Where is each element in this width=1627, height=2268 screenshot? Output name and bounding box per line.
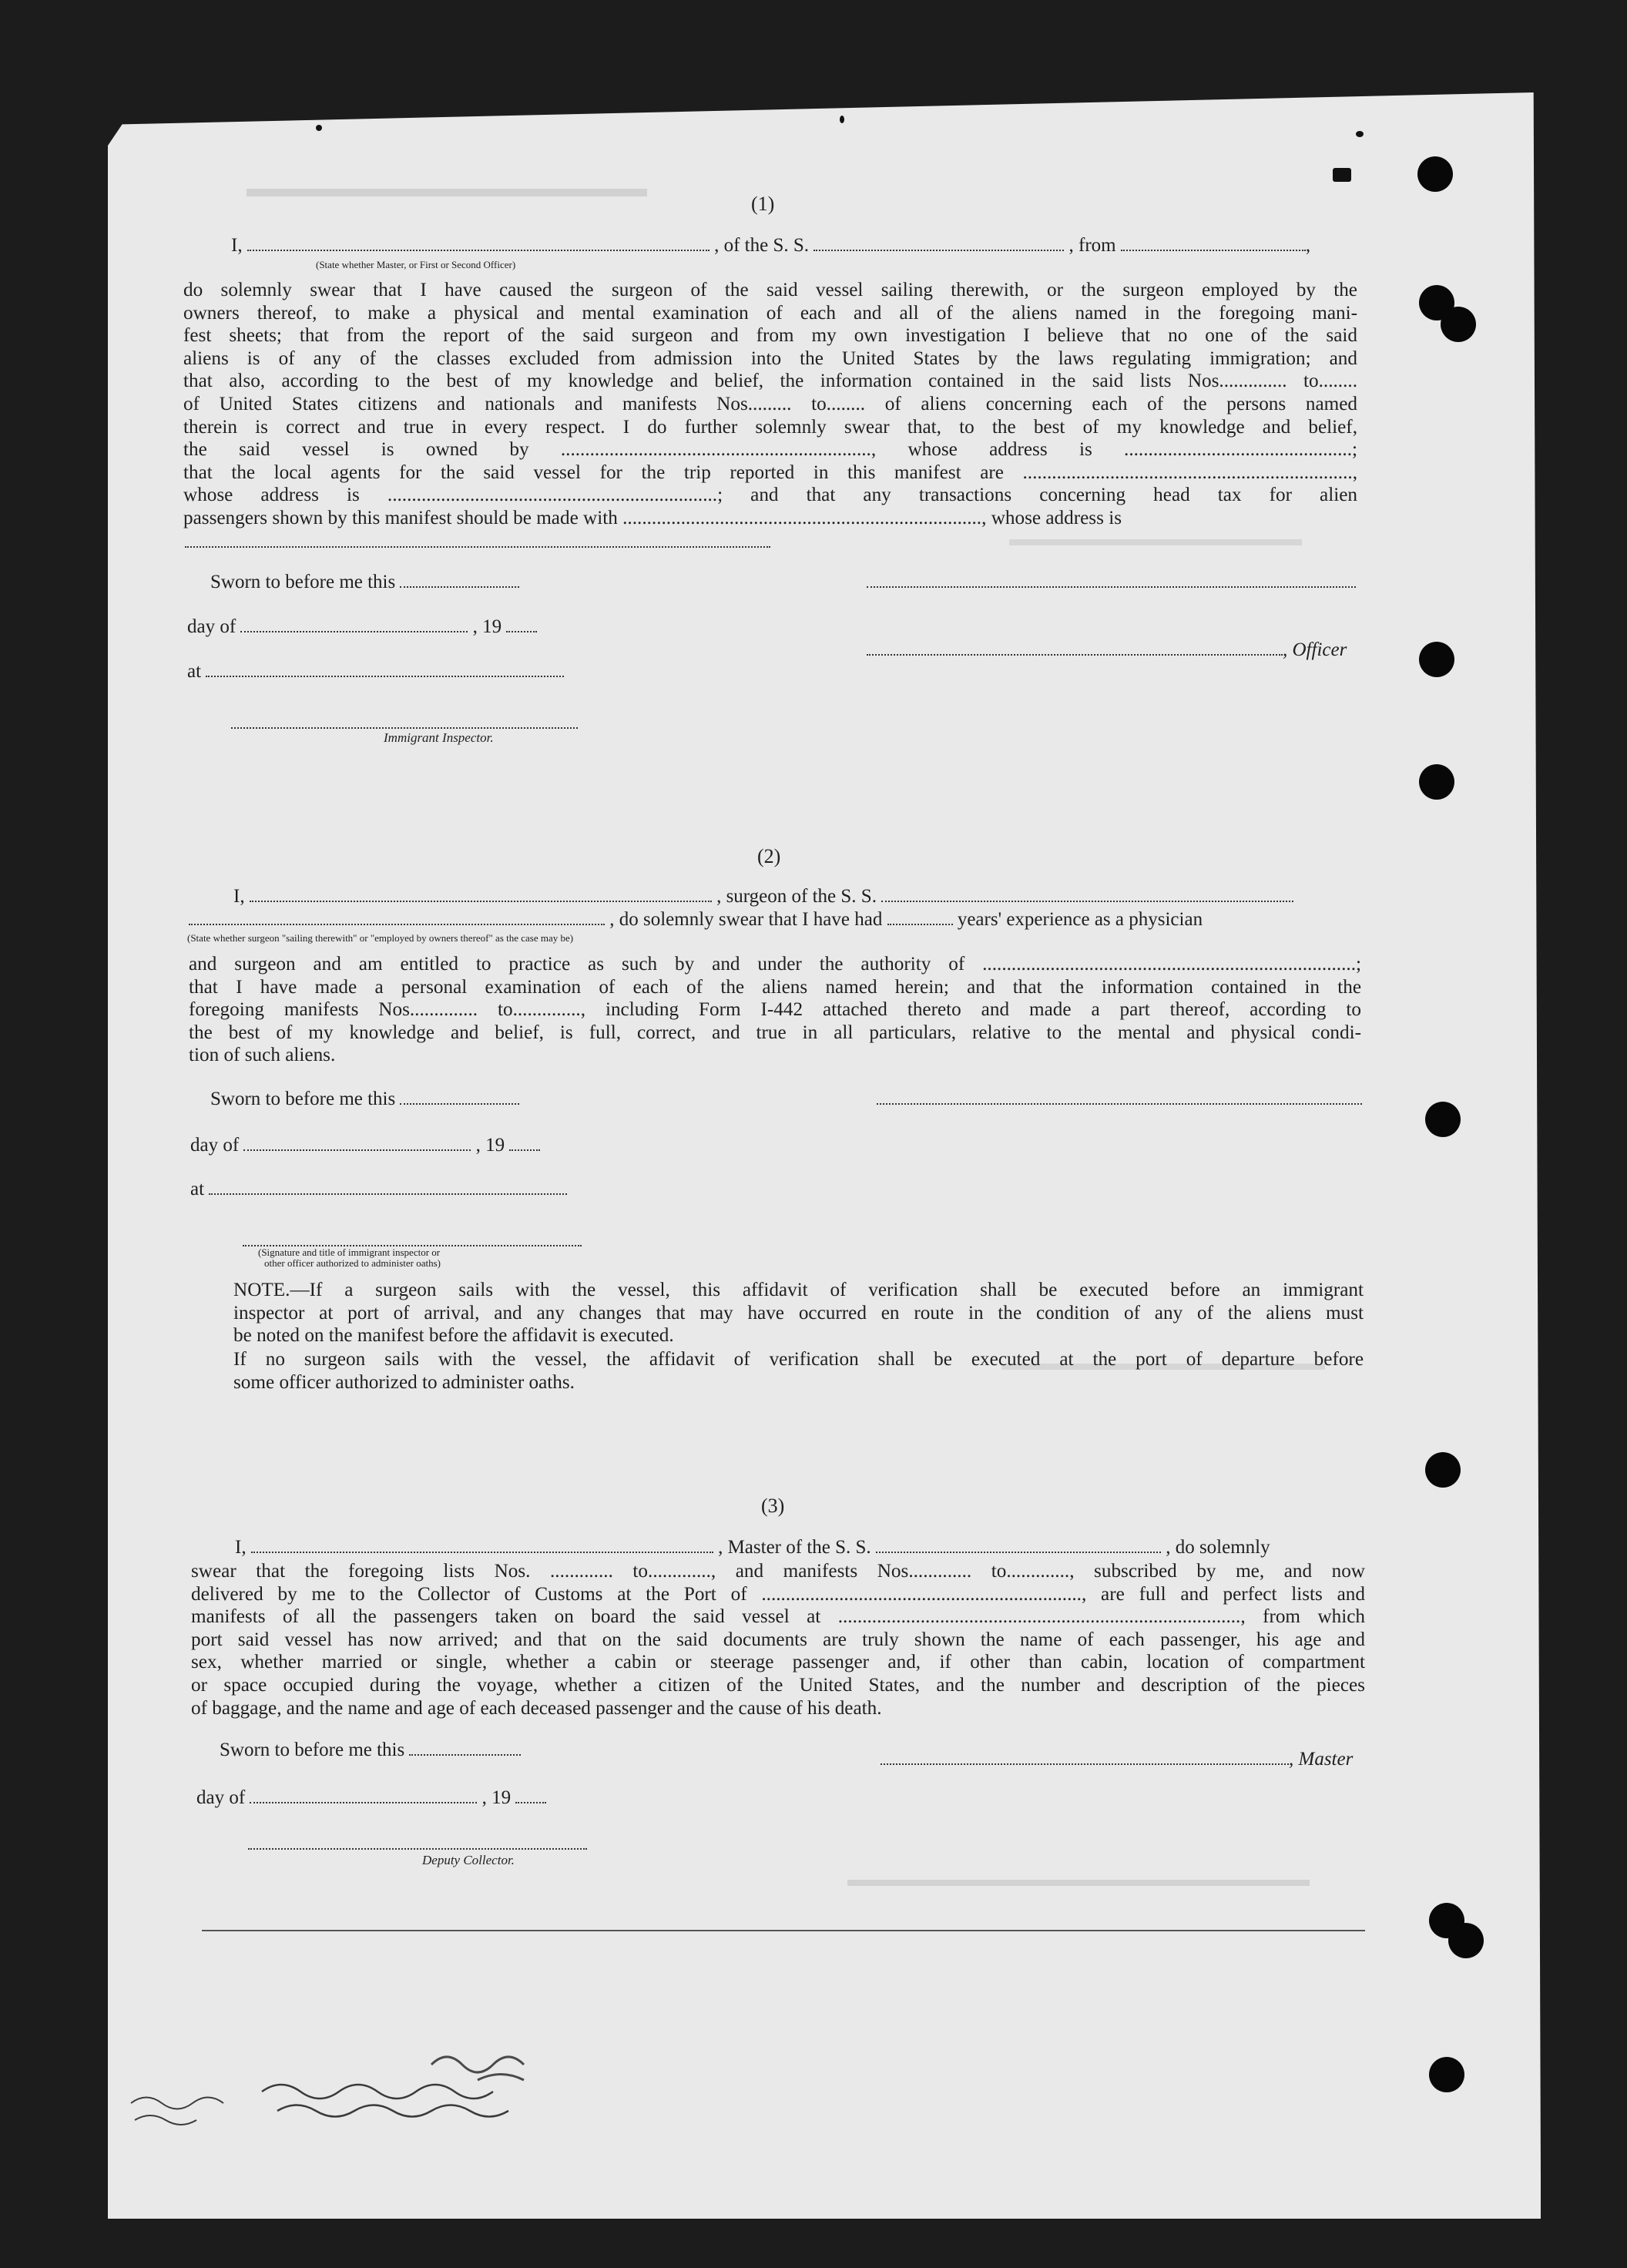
s2-note2-line: If no surgeon sails with the vessel, the affidavit of verification shall be executed at the port of departure before — [233, 1349, 1364, 1370]
s2-at-label: at — [190, 1179, 205, 1199]
s2-sig-caption-2: other officer authorized to administer oaths) — [264, 1257, 441, 1269]
punch-hole — [1419, 764, 1454, 800]
ink-speck — [1333, 168, 1351, 182]
s2-at-field[interactable] — [209, 1189, 567, 1195]
s1-para-line: aliens is of any of the classes excluded from admission into the United States by the laws regulating immigration; and — [183, 347, 1357, 369]
punch-hole — [1448, 1923, 1484, 1958]
punch-hole — [1441, 307, 1476, 342]
s1-at-line — [187, 661, 564, 683]
ink-speck — [840, 116, 844, 123]
s1-para-line: owners thereof, to make a physical and mental examination of each and all of the aliens named in the foregoing mani- — [183, 302, 1357, 324]
s3-ship-field[interactable] — [876, 1547, 1161, 1553]
s2-sworn-field[interactable] — [400, 1099, 519, 1105]
s1-year-label: , 19 — [472, 616, 502, 637]
s1-para-line: that the local agents for the said vessel for the trip reported in this manifest are ...................................................................., — [183, 461, 1357, 483]
s2-para-line: that I have made a personal examination of each of the aliens named herein; and that the information contained in the — [189, 976, 1361, 998]
s1-sworn-label: Sworn to before me this — [210, 572, 396, 592]
bleed-through-text — [247, 189, 647, 213]
s3-para-line: of baggage, and the name and age of each deceased passenger and the cause of his death. — [191, 1697, 882, 1719]
s2-para-line: foregoing manifests Nos.............. to.............., including Form I-442 attached thereto and made a part thereof, according to — [189, 999, 1361, 1021]
s3-para-line: or space occupied during the voyage, whether a citizen of the United States, and the number and description of the pieces — [191, 1674, 1365, 1696]
bleed-through-text — [1009, 539, 1302, 559]
s3-solemnly-label: , do solemnly — [1166, 1537, 1270, 1558]
s1-day-field[interactable] — [240, 626, 468, 632]
s1-at-label: at — [187, 661, 202, 682]
s3-sworn-label: Sworn to before me this — [220, 1740, 405, 1760]
ink-speck — [1356, 131, 1364, 137]
s3-para-line: delivered by me to the Collector of Customs at the Port of .................................................................., are full and perfect lists and — [191, 1583, 1365, 1605]
s3-day-line — [196, 1787, 546, 1809]
s1-day-line — [187, 616, 537, 638]
s2-sig-caption-1: (Signature and title of immigrant inspector or — [258, 1246, 441, 1258]
punch-hole — [1429, 2057, 1464, 2092]
punch-hole — [1425, 1102, 1461, 1137]
bleed-through-text — [847, 1880, 1310, 1900]
s1-from-field[interactable] — [1121, 245, 1306, 251]
s1-para-line: fest sheets; that from the report of the said surgeon and from my own investigation I believe that no one of the said — [183, 325, 1357, 347]
section-1-number: (1) — [751, 193, 775, 215]
ink-speck — [316, 125, 322, 131]
s2-para-line: and surgeon and am entitled to practice as such by and under the authority of .............................................................................; — [189, 954, 1361, 975]
s1-inspector-label: Immigrant Inspector. — [384, 730, 494, 745]
s3-master-of-label: , Master of the S. S. — [718, 1537, 871, 1558]
s3-oath-paragraph — [191, 1560, 1365, 1719]
s1-oath-paragraph — [183, 279, 1357, 530]
s1-i-label: I, — [231, 235, 243, 256]
s2-day-field[interactable] — [243, 1145, 471, 1151]
s3-para-line: swear that the foregoing lists Nos. ............. to............., and manifests Nos............. to............., subscribed by me, and now — [191, 1561, 1365, 1582]
s3-day-field[interactable] — [250, 1797, 477, 1803]
s3-sworn-field[interactable] — [409, 1750, 521, 1756]
handwritten-annotation — [123, 2034, 817, 2134]
s1-ship-field[interactable] — [814, 245, 1064, 251]
s1-para-line: of United States citizens and nationals and manifests Nos......... to........ of aliens concerning each of the persons named — [183, 393, 1357, 414]
s2-day-label: day of — [190, 1135, 240, 1156]
s1-para-line: do solemnly swear that I have caused the surgeon of the said vessel sailing therewith, or the surgeon employed by the — [183, 280, 1357, 300]
s1-officer-signature-field[interactable] — [867, 649, 1283, 656]
s2-para-line: the best of my knowledge and belief, is full, correct, and true in all particulars, relative to the mental and physical condi- — [189, 1022, 1361, 1043]
s1-of-ss-label: , of the S. S. — [714, 235, 810, 256]
s2-physician-label: years' experience as a physician — [957, 909, 1203, 930]
s1-sworn-field[interactable] — [400, 582, 519, 588]
s2-years-field[interactable] — [887, 919, 953, 925]
s1-officer-line — [867, 639, 1347, 661]
s2-year-field[interactable] — [509, 1145, 540, 1151]
s3-sworn-line — [220, 1740, 521, 1761]
s2-note-line: NOTE.—If a surgeon sails with the vessel, this affidavit of verification shall be executed before an immigrant — [233, 1280, 1364, 1300]
s1-signature-line[interactable] — [867, 572, 1356, 593]
s2-note2-line: some officer authorized to administer oaths. — [233, 1371, 575, 1393]
s3-master-sig-line — [881, 1749, 1353, 1770]
s2-ship-field[interactable] — [881, 896, 1293, 902]
s1-officer-label: , Officer — [1283, 639, 1347, 660]
s3-para-line: port said vessel has now arrived; and that on the said documents are truly shown the name of each passenger, his age and — [191, 1629, 1365, 1650]
section-2-number: (2) — [757, 845, 781, 867]
s1-para-line: therein is correct and true in every respect. I do further solemnly swear that, to the best of my knowledge and belief, — [183, 416, 1357, 438]
s3-master-label: , Master — [1289, 1749, 1354, 1770]
s3-para-line: sex, whether married or single, whether a cabin or steerage passenger and, if other than cabin, location of compartment — [191, 1652, 1365, 1673]
s1-at-field[interactable] — [206, 671, 564, 677]
s2-oath-line — [233, 886, 1293, 908]
s1-from-label: , from — [1068, 235, 1116, 256]
s3-collector-label: Deputy Collector. — [422, 1853, 515, 1867]
s2-i-label: I, — [233, 886, 245, 907]
bottom-rule — [202, 1930, 1365, 1931]
s2-note-paragraph — [191, 1279, 1364, 1347]
punch-hole — [1419, 642, 1454, 677]
s2-oath-paragraph — [189, 953, 1361, 1067]
s2-surgeon-of-label: , surgeon of the S. S. — [716, 886, 877, 907]
s1-para-line: whose address is ....................................................................; and that any transactions concerning head tax for alien — [183, 485, 1357, 506]
s1-para-line: passengers shown by this manifest should be made with .........................................................................., whose address is — [183, 507, 1122, 528]
s1-day-label: day of — [187, 616, 237, 637]
s3-day-label: day of — [196, 1787, 246, 1808]
s3-oath-line — [235, 1537, 1270, 1558]
s1-officer-field[interactable] — [247, 245, 710, 251]
s1-sworn-line — [210, 572, 519, 593]
s3-year-field[interactable] — [515, 1797, 546, 1803]
s2-years-line — [189, 909, 1203, 931]
punch-hole — [1417, 156, 1453, 192]
s2-at-line — [190, 1179, 567, 1200]
s2-surgeon-caption: (State whether surgeon "sailing therewith" or "employed by owners thereof" as the case may be) — [187, 932, 574, 944]
s3-master-signature-field[interactable] — [881, 1759, 1289, 1765]
s2-swear-label: , do solemnly swear that I have had — [609, 909, 883, 930]
s2-para-line: tion of such aliens. — [189, 1045, 336, 1066]
punch-hole — [1425, 1452, 1461, 1488]
s3-master-name-field[interactable] — [251, 1547, 713, 1553]
s2-note-line: be noted on the manifest before the affidavit is executed. — [233, 1325, 674, 1347]
s2-status-field[interactable] — [189, 919, 605, 925]
s1-para-line: that also, according to the best of my knowledge and belief, the information contained in the said lists Nos.............. to........ — [183, 371, 1357, 392]
s1-para-line: the said vessel is owned by ................................................................, whose address is ...............................................; — [183, 439, 1357, 461]
s1-whose-address-continuation[interactable] — [185, 532, 770, 553]
s2-note-line: inspector at port of arrival, and any changes that may have occurred en route in the condition of any of the aliens must — [233, 1302, 1364, 1324]
section-3-number: (3) — [761, 1495, 785, 1517]
s3-collector-sig-line[interactable] — [248, 1834, 587, 1855]
s3-year-label: , 19 — [481, 1787, 512, 1808]
s2-surgeon-name-field[interactable] — [250, 896, 712, 902]
s1-year-field[interactable] — [506, 626, 537, 632]
s2-year-label: , 19 — [475, 1135, 505, 1156]
s2-day-line — [190, 1135, 540, 1156]
s2-signature-line[interactable] — [877, 1089, 1362, 1110]
s3-para-line: manifests of all the passengers taken on board the said vessel at ..................................................................................., from which — [191, 1606, 1365, 1628]
s3-i-label: I, — [235, 1537, 247, 1558]
s2-sworn-line — [210, 1089, 519, 1110]
s2-sworn-label: Sworn to before me this — [210, 1089, 396, 1109]
s2-note2-paragraph — [191, 1348, 1364, 1394]
s1-officer-caption: (State whether Master, or First or Second Officer) — [316, 259, 516, 270]
s1-oath-line: I, , of the S. S. , from , — [231, 235, 1311, 256]
